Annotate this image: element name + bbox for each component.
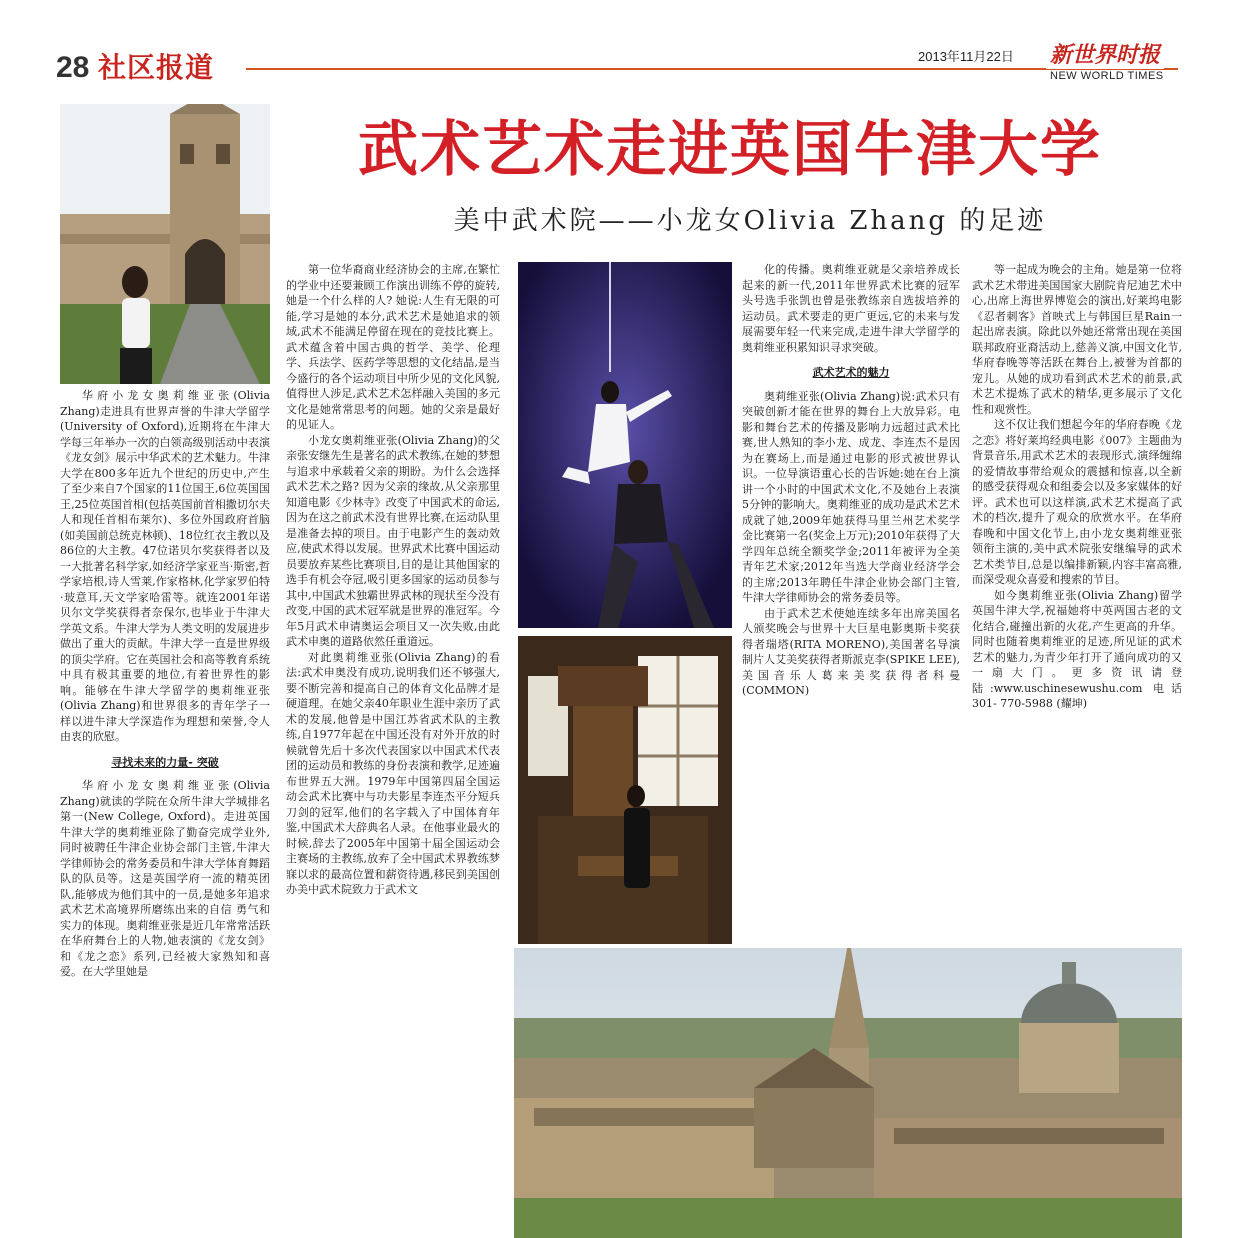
article-paragraph: 如今奥莉维亚张(Olivia Zhang)留学英国牛津大学,祝福她将中英两国古老的文化结合,碰撞出新的火花,产生更高的升华。同时也随着奥莉维亚的足迹,所见证的武术艺术的魅力,为青少年打开了通向成功的又一扇大门。更多资讯请登陆:www.uschinesewushu.com 电话 301- 770-5988 (耀坤) xyxy=(972,588,1182,710)
subheadline: 美中武术院——小龙女Olivia Zhang 的足迹 xyxy=(453,206,1047,236)
article-paragraph: 由于武术艺术使她连续多年出席美国名人颁奖晚会与世界十大巨星电影奥斯卡奖获得者瑞塔(RITA MORENO),美国著名导演制片人艾美奖获得者斯派克李(SPIKE LEE),美国音乐人葛来美奖获得者科曼(COMMON) xyxy=(742,606,960,697)
headline: 武术艺术走进英国牛津大学 xyxy=(358,115,1102,185)
newspaper-masthead: 新世界时报 xyxy=(1046,38,1164,69)
article-paragraph: 这不仅让我们想起今年的华府春晚《龙之恋》将好莱坞经典电影《007》主题曲为背景音乐,用武术艺术的表现形式,演绎缠绵的爱情故事带给观众的震撼和惊喜,以全新的感受获得观众和组委会以及多家媒体的好评。武术也可以这样演,武术艺术提高了武术的档次,提升了观众的欣赏水平。在华府春晚和中国文化节上,由小龙女奥莉维亚张领衔主演的,美中武术院张安继编导的武术艺术类节目,总是以编排新颖,内容丰富高雅,而深受观众喜爱和搜索的节目。 xyxy=(972,418,1182,586)
article-paragraph: 华府小龙女奥莉维亚张(Olivia Zhang)走进具有世界声誉的牛津大学留学(University of Oxford),近期将在牛津大学每三年举办一次的白领高级别活动中表演《龙女剑》展示中华武术的艺术魅力。牛津大学在800多年近九个世纪的历史中,产生了至少来自7个国家的11位国王,6位英国国王,25位英国首相(包括英国前首相撒切尔夫人和现任首相布莱尔)、多位外国政府首脑(如美国前总统克林顿)、18位红衣主教以及86位的大主教。47位诺贝尔奖获得者以及一大批著名科学家,如经济学家亚当·斯密,哲学家培根,诗人雪莱,作家格林,化学家罗伯特·玻意耳,天文学家哈雷等。就连2001年诺贝尔文学奖获得者奈保尔,也毕业于牛津大学英文系。牛津大学为人类文明的发展进步做出了重大的贡献。牛津大学一直是世界级的顶尖学府。它在英国社会和高等教育系统中具有极其重要的地位,有着世界性的影响。能够在牛津大学留学的奥莉维亚张(Olivia Zhang)和世界很多的青年学子一样以进牛津大学深造作为理想和荣誉,令人由衷的欣慰。 xyxy=(60,389,270,743)
article-subheading: 寻找未来的力量- 突破 xyxy=(111,755,219,769)
article-column-4 xyxy=(972,262,1182,942)
photo-chapel-interior xyxy=(518,636,732,944)
article-paragraph: 第一位华裔商业经济协会的主席,在繁忙的学业中还要兼顾工作演出训练不停的旋转,她是一个什么样的人? 她说:人生有无限的可能,学习是她的本分,武术艺术是她追求的领域,武术不能满足停留在现在的竞技比赛上。武术蕴含着中国古典的哲学、美学、伦理学、兵法学、医药学等思想的文化结晶,是当今盛行的各个运动项目中所少见的文化风貌,值得世人涉足,武术艺术怎样融入美国的多元文化是她常常思考的问题。她的父亲是最好的见证人。 xyxy=(286,263,500,431)
issue-date: 2013年11月22日 xyxy=(912,46,1020,65)
newspaper-masthead-english: NEW WORLD TIMES xyxy=(1050,70,1164,82)
article-column-2 xyxy=(286,262,500,1238)
article-paragraph: 等一起成为晚会的主角。她是第一位将武术艺术带进美国国家大剧院肯尼迪艺术中心,出席上海世界博览会的演出,好莱坞电影《忍者刺客》首映式上与韩国巨星Rain一起出席表演。除此以外她还常常出现在美国联邦政府亚裔活动上,慈善义演,中国文化节,华府春晚等等活跃在舞台上,被誉为首都的宠儿。从她的成功看到武术艺术的前景,武术艺术提炼了武术的精华,更多展示了文化性和观赏性。 xyxy=(972,263,1182,416)
header-divider xyxy=(246,68,1178,70)
page-number: 28 xyxy=(56,51,90,84)
article-column-3 xyxy=(742,262,960,942)
article-paragraph: 小龙女奥莉维亚张(Olivia Zhang)的父亲张安继先生是著名的武术教练,在她的梦想与追求中承载着父亲的期盼。为什么会选择武术艺术之路? 因为父亲的缘故,从父亲那里知道电影《少林寺》改变了中国武术的命运,因为在这之前武术没有世界比赛,在运动队里是准备去掉的项目。由于电影产生的轰动效应,使武术得以发展。世界武术比赛中国运动员要放弃某些比赛项目,目的是让其他国家的选手有机会夺冠,吸引更多国家的运动员参与其中,中国武术独霸世界武林的现状至今没有改变,中国的武术冠军就是世界的准冠军。今年5月武术申请奥运会项目又一次失败,由此武术申奥的道路依然任重道远。 xyxy=(286,433,500,648)
photo-stage-performance xyxy=(518,262,732,628)
photo-oxford-tower xyxy=(60,104,270,384)
photo-oxford-aerial xyxy=(514,948,1182,1238)
article-paragraph: 华府小龙女奥莉维亚张(Olivia Zhang)就读的学院在众所牛津大学城排名第一(New College, Oxford)。走进英国牛津大学的奥莉维亚除了勤奋完成学业外,同时被聘任牛津企业协会部门主管,牛津大学律师协会的常务委员和牛津大学体育舞蹈队的队员等。这是英国学府一流的精英团队,能够成为他们其中的一员,是她多年追求武术艺术高境界所磨练出来的自信 勇气和实力的体现。奥莉维亚张是近几年常常活跃在华府舞台上的人物,她表演的《龙女剑》和《龙之恋》系列,已经被大家熟知和喜爱。在大学里她是 xyxy=(60,779,270,978)
article-column-1 xyxy=(60,388,270,1238)
section-title: 社区报道 xyxy=(98,51,215,84)
article-subheading: 武术艺术的魅力 xyxy=(812,366,890,379)
article-paragraph: 对此奥莉维亚张(Olivia Zhang)的看法:武术申奥没有成功,说明我们还不够强大,要不断完善和提高自己的体育文化品牌才是硬道理。在她父亲40年职业生涯中亲历了武术的发展,他曾是中国江苏省武术队的主教练,自1977年起在中国还没有对外开放的时候就曾先后十多次代表国家以中国武术代表团的运动员和教练的身份表演和教学,足迹遍布世界五大洲。1979年中国第四届全国运动会武术比赛中与功夫影星李连杰平分短兵刀剑的冠军,他们的名字载入了中国体育年鉴,中国武术大辞典名人录。在他事业最火的时候,辞去了2005年中国第十届全国运动会主赛场的主教练,放弃了全中国武术界教练梦寐以求的最高位置和薪资待遇,移民到美国创办美中武术院致力于武术文 xyxy=(286,650,500,896)
article-paragraph: 化的传播。奥莉维亚就是父亲培养成长起来的新一代,2011年世界武术比赛的冠军头号选手张凯也曾是张教练亲自选拔培养的运动员。武术要走的更广更远,它的未来与发展需要年轻一代来完成,走进牛津大学留学的奥莉维亚积累知识寻求突破。 xyxy=(742,263,960,354)
article-paragraph: 奥莉维亚张(Olivia Zhang)说:武术只有突破创新才能在世界的舞台上大放异彩。电影和舞台艺术的传播及影响力远超过武术比赛,世人熟知的李小龙、成龙、李连杰不是因为在赛场上,而是通过电影的形式被世界认识。一位导演语重心长的告诉她:她在台上演讲一个小时的中国武术文化,不及她台上表演5分钟的影响大。奥莉维亚的成功是武术艺术成就了她,2009年她获得马里兰州艺术奖学金比赛第一名(奖金上万元);2010年获得了大学四年总统全额奖学金;2011年被评为全美青年艺术家;2012年当选大学商业经济学会的主席;2013年聘任牛津企业协会部门主管,牛津大学律师协会的常务委员等。 xyxy=(742,389,960,604)
